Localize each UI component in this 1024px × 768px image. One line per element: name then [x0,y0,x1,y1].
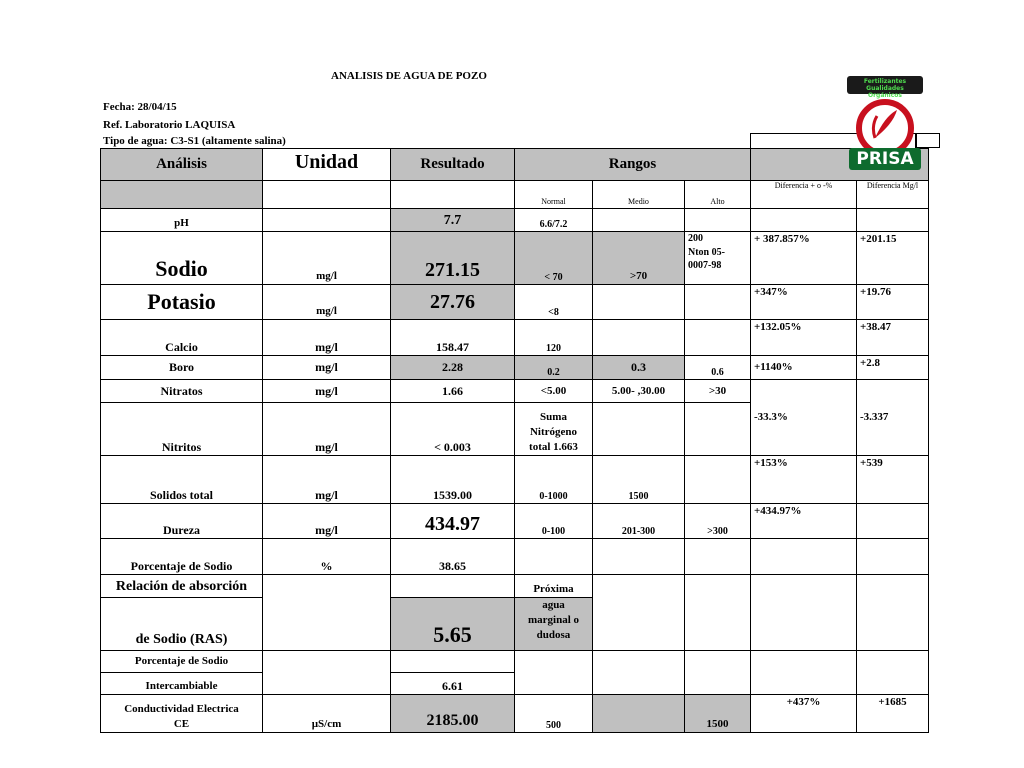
unidad-cell [263,209,391,232]
header-normal: Normal [515,181,593,209]
lab-reference: Ref. Laboratorio LAQUISA [103,119,236,131]
dif-pct-cell: -33.3% [751,380,857,456]
resultado-blank [391,651,515,673]
resultado-cell: 1539.00 [391,456,515,504]
alto-cell: >30 [685,380,751,403]
dif-mg-cell: +201.15 [857,232,929,285]
subheader-blank [263,181,391,209]
resultado-cell: 1.66 [391,380,515,403]
analisis-name: Calcio [101,320,263,356]
dif-pct-cell: + 387.857% [751,232,857,285]
resultado-cell: 7.7 [391,209,515,232]
medio-cell [593,575,685,651]
unidad-cell: mg/l [263,232,391,285]
resultado-cell: 434.97 [391,504,515,539]
table-row-dureza [101,504,929,539]
dif-mg-cell [857,651,929,695]
analisis-name: Relación de absorción [101,575,263,598]
water-type: Tipo de agua: C3-S1 (altamente salina) [103,135,286,147]
alto-cell [685,320,751,356]
dif-mg-cell [857,504,929,539]
header-diferencia-pct: Diferencia + o -% [751,181,857,209]
resultado-cell: 2185.00 [391,695,515,733]
resultado-cell: 158.47 [391,320,515,356]
normal-cell: agua marginal o dudosa [515,598,593,651]
unidad-cell: mg/l [263,380,391,403]
dif-mg-cell [857,539,929,575]
normal-cell [515,651,593,695]
unidad-cell: mg/l [263,320,391,356]
analisis-name: Dureza [101,504,263,539]
analysis-table [100,148,929,733]
unidad-cell [263,651,391,695]
analisis-name: Boro [101,356,263,380]
dif-mg-cell: -3.337 [857,380,929,456]
resultado-cell: 5.65 [391,598,515,651]
medio-cell [593,285,685,320]
analisis-name: Sodio [101,232,263,285]
alto-cell [685,456,751,504]
table-row-conductividad [101,695,929,733]
medio-cell [593,209,685,232]
analisis-name-line2: Intercambiable [101,673,263,695]
analisis-name: Porcentaje de Sodio [101,651,263,673]
unidad-cell [263,575,391,651]
dif-pct-cell: +434.97% [751,504,857,539]
header-medio: Medio [593,181,685,209]
normal-cell: < 70 [515,232,593,285]
table-row-porcentaje-sodio [101,539,929,575]
subheader-blank [391,181,515,209]
resultado-cell: 271.15 [391,232,515,285]
medio-cell [593,651,685,695]
medio-cell: 5.00- ,30.00 [593,380,685,403]
table-row-ras [101,575,929,598]
header-rangos: Rangos [515,149,751,181]
header-diferencia-mg: Diferencia Mg/l [857,181,929,209]
dif-mg-cell [857,575,929,651]
unidad-cell: mg/l [263,504,391,539]
resultado-cell: 6.61 [391,673,515,695]
logo-brand-text: PRISA [856,149,914,169]
normal-cell: 0-1000 [515,456,593,504]
resultado-cell: 27.76 [391,285,515,320]
alto-cell: 1500 [685,695,751,733]
resultado-cell: < 0.003 [391,403,515,456]
alto-cell: 0.6 [685,356,751,380]
medio-cell: 1500 [593,456,685,504]
unidad-cell: mg/l [263,356,391,380]
subheader-blank [101,181,263,209]
dif-mg-cell [857,209,929,232]
header-analisis: Análisis [101,149,263,181]
normal-cell [515,539,593,575]
analisis-name: Conductividad Electrica CE [101,695,263,733]
table-subheader-row [101,181,929,209]
table-row-psi [101,651,929,673]
header-resultado: Resultado [391,149,515,181]
normal-cell: 0.2 [515,356,593,380]
header-alto: Alto [685,181,751,209]
normal-cell: 6.6/7.2 [515,209,593,232]
alto-cell [685,403,751,456]
report-title: ANALISIS DE AGUA DE POZO [331,70,487,82]
dif-pct-cell [751,575,857,651]
dif-pct-cell [751,651,857,695]
medio-cell: >70 [593,232,685,285]
alto-cell: >300 [685,504,751,539]
dif-mg-cell: +38.47 [857,320,929,356]
dif-mg-cell: +1685 [857,695,929,733]
dif-pct-cell: +132.05% [751,320,857,356]
unidad-cell: mg/l [263,403,391,456]
resultado-blank [391,575,515,598]
dif-mg-cell: +539 [857,456,929,504]
medio-cell [593,403,685,456]
analisis-name: Nitritos [101,403,263,456]
medio-cell: 0.3 [593,356,685,380]
prisa-logo [845,76,925,173]
alto-cell [685,575,751,651]
analisis-name-line2: de Sodio (RAS) [101,598,263,651]
table-row-sodio [101,232,929,285]
medio-cell: 201-300 [593,504,685,539]
analisis-name: pH [101,209,263,232]
header-unidad: Unidad [263,149,391,181]
unidad-cell: µS/cm [263,695,391,733]
dif-pct-cell: +437% [751,695,857,733]
resultado-cell: 2.28 [391,356,515,380]
analisis-name: Solidos total [101,456,263,504]
resultado-cell: 38.65 [391,539,515,575]
dif-pct-cell [751,539,857,575]
medio-cell [593,539,685,575]
normal-cell: 120 [515,320,593,356]
normal-cell: 500 [515,695,593,733]
table-row-potasio [101,285,929,320]
dif-pct-cell: +1140% [751,356,857,380]
alto-cell: 200 Nton 05- 0007-98 [685,232,751,285]
table-row-ph [101,209,929,232]
unidad-cell: mg/l [263,285,391,320]
normal-cell: Próxima [515,575,593,598]
medio-cell [593,320,685,356]
logo-badge-text: Fertilizantes Gualidades Orgánicos [863,78,907,99]
table-header-row [101,149,929,181]
analisis-name: Porcentaje de Sodio [101,539,263,575]
table-row-calcio [101,320,929,356]
table-row-nitratos [101,380,929,403]
normal-cell: 0-100 [515,504,593,539]
dif-mg-cell: +2.8 [857,356,929,380]
dif-pct-cell: +347% [751,285,857,320]
alto-cell [685,285,751,320]
table-row-boro [101,356,929,380]
normal-cell: <5.00 [515,380,593,403]
alto-cell [685,539,751,575]
dif-pct-cell: +153% [751,456,857,504]
normal-cell: <8 [515,285,593,320]
unidad-cell: % [263,539,391,575]
alto-cell [685,651,751,695]
dif-pct-cell [751,209,857,232]
table-row-solidos [101,456,929,504]
suma-nitrogeno-cell: Suma Nitrógeno total 1.663 [515,403,593,456]
analisis-name: Potasio [101,285,263,320]
dif-mg-cell: +19.76 [857,285,929,320]
medio-cell [593,695,685,733]
report-date: Fecha: 28/04/15 [103,101,177,113]
alto-cell [685,209,751,232]
analisis-name: Nitratos [101,380,263,403]
unidad-cell: mg/l [263,456,391,504]
